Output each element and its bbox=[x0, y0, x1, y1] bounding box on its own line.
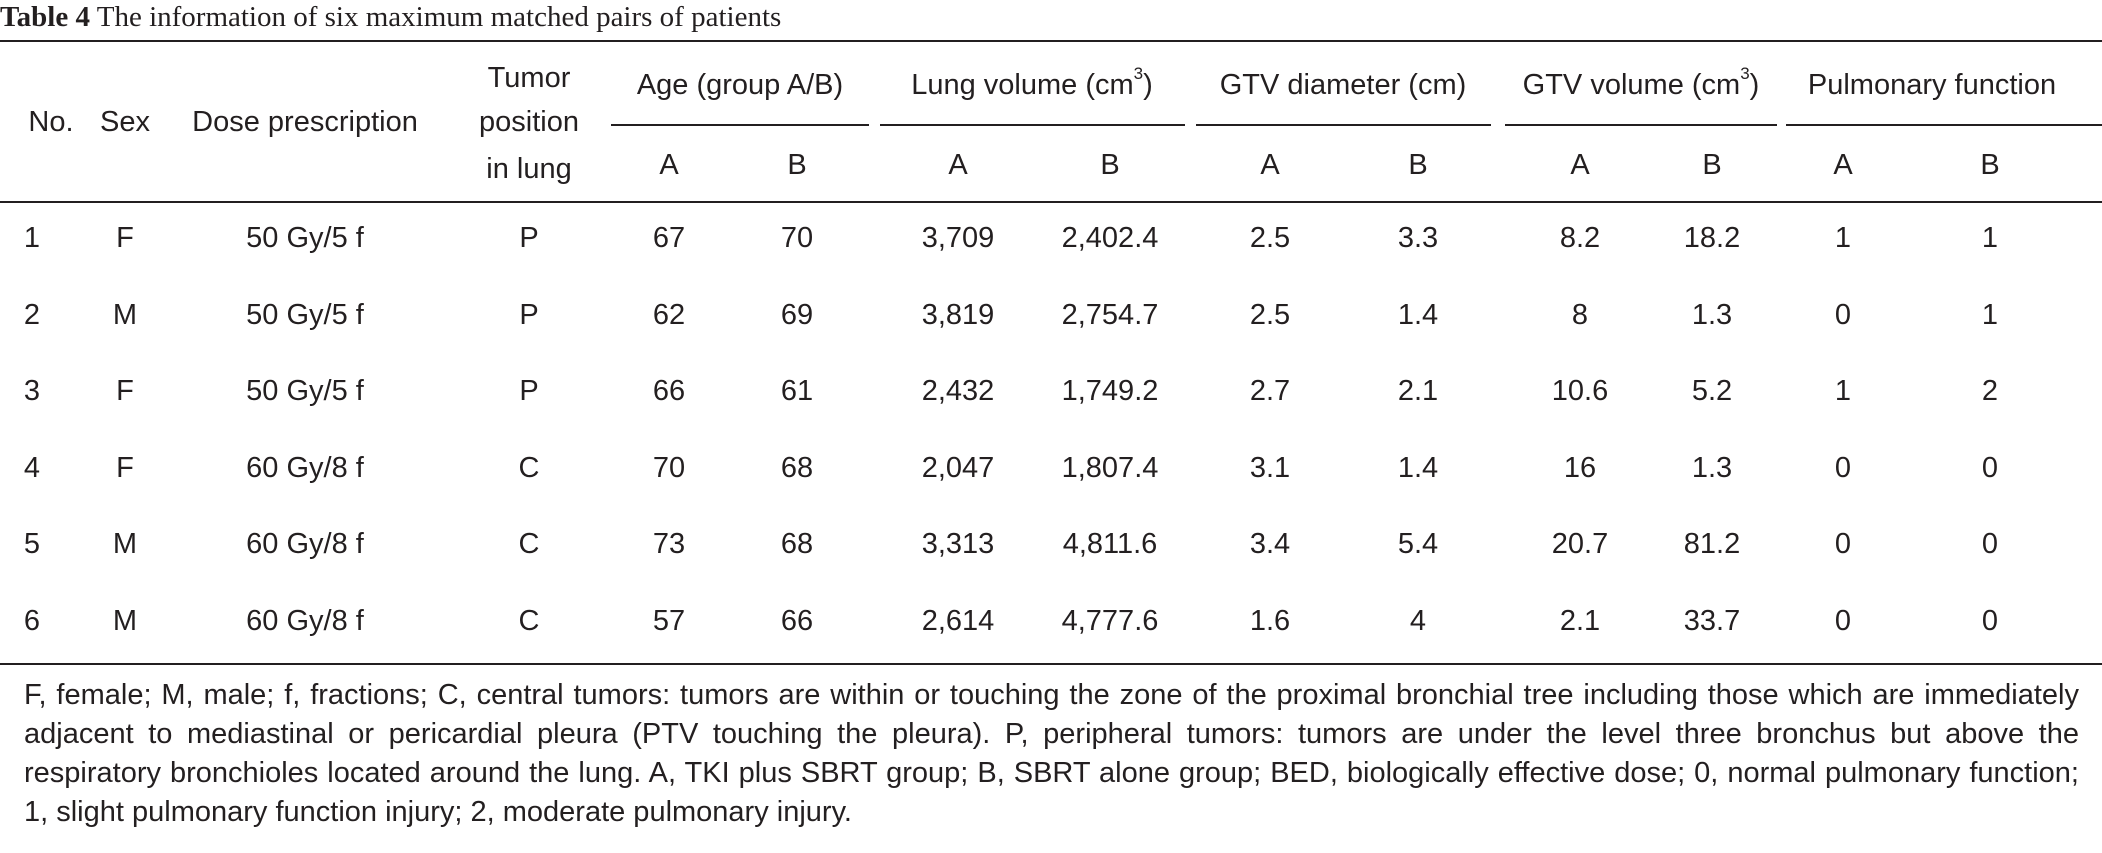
cell-lung-volume-b: 4,811.6 bbox=[1062, 528, 1158, 560]
cell-dose: 50 Gy/5 f bbox=[246, 299, 364, 331]
cell-pulmonary-b: 1 bbox=[1981, 222, 1999, 254]
cell-gtv-diameter-a: 1.6 bbox=[1249, 605, 1291, 637]
cell-age-a: 73 bbox=[652, 528, 686, 560]
col-header-gtv-diameter: GTV diameter (cm) bbox=[1219, 69, 1467, 101]
col-header-age: Age (group A/B) bbox=[636, 69, 844, 101]
table-footnote: F, female; M, male; f, fractions; C, central tumors: tumors are within or touching the zone of the proximal bronchial tree including those which are immediately adjacent to mediastinal or pericardial pleura (PTV touching the pleura). P, peripheral tumors: tumors are under the level three bronchus but above the respiratory bronchioles located around the lung. A, TKI plus SBRT group; B, SBRT alone group; BED, biologically effective dose; 0, normal pulmonary function; 1, slight pulmonary function injury; 2, moderate pulmonary injury. bbox=[24, 679, 2079, 828]
cell-gtv-volume-b: 5.2 bbox=[1691, 375, 1733, 407]
cell-tumor-position: P bbox=[519, 222, 539, 254]
cell-age-b: 70 bbox=[780, 222, 814, 254]
cell-sex: M bbox=[112, 528, 138, 560]
cell-lung-volume-b: 2,402.4 bbox=[1061, 222, 1159, 254]
cell-age-a: 70 bbox=[652, 452, 686, 484]
cell-sex: F bbox=[116, 452, 134, 484]
cell-dose: 60 Gy/8 f bbox=[246, 605, 364, 637]
sub-header-lung-b: B bbox=[1100, 149, 1120, 181]
cell-tumor-position: P bbox=[519, 375, 539, 407]
cell-dose: 60 Gy/8 f bbox=[246, 528, 364, 560]
cell-pulmonary-a: 1 bbox=[1834, 222, 1852, 254]
gtv-volume-label: GTV volume (cm bbox=[1522, 69, 1741, 101]
cell-pulmonary-b: 1 bbox=[1981, 299, 1999, 331]
cell-tumor-position: P bbox=[519, 299, 539, 331]
cell-no: 6 bbox=[23, 605, 41, 637]
gtv-diameter-group-rule bbox=[1196, 124, 1491, 126]
col-header-dose: Dose prescription bbox=[192, 106, 418, 138]
cell-gtv-volume-a: 20.7 bbox=[1551, 528, 1609, 560]
cell-dose: 60 Gy/8 f bbox=[246, 452, 364, 484]
cell-sex: F bbox=[116, 222, 134, 254]
cell-age-b: 61 bbox=[780, 375, 814, 407]
cell-gtv-volume-a: 8.2 bbox=[1559, 222, 1601, 254]
cell-no: 1 bbox=[23, 222, 41, 254]
lung-volume-close: ) bbox=[1143, 69, 1153, 101]
cell-dose: 50 Gy/5 f bbox=[246, 222, 364, 254]
lung-volume-cubed: 3 bbox=[1133, 64, 1144, 84]
col-header-tumor-position-line2: position bbox=[479, 106, 579, 138]
gtv-volume-cubed: 3 bbox=[1740, 64, 1750, 84]
cell-gtv-diameter-a: 2.5 bbox=[1249, 222, 1291, 254]
cell-no: 3 bbox=[23, 375, 41, 407]
cell-lung-volume-b: 2,754.7 bbox=[1061, 299, 1159, 331]
cell-age-a: 57 bbox=[652, 605, 686, 637]
gtv-volume-group-rule bbox=[1505, 124, 1777, 126]
sub-header-pulmonary-a: A bbox=[1833, 149, 1853, 181]
cell-pulmonary-a: 0 bbox=[1834, 452, 1852, 484]
cell-tumor-position: C bbox=[518, 452, 540, 484]
cell-gtv-volume-a: 10.6 bbox=[1551, 375, 1609, 407]
sub-header-pulmonary-b: B bbox=[1980, 149, 2000, 181]
cell-gtv-volume-b: 81.2 bbox=[1683, 528, 1741, 560]
cell-lung-volume-b: 1,749.2 bbox=[1061, 375, 1159, 407]
cell-gtv-diameter-b: 3.3 bbox=[1397, 222, 1439, 254]
cell-gtv-diameter-b: 1.4 bbox=[1397, 299, 1439, 331]
cell-gtv-volume-a: 8 bbox=[1571, 299, 1589, 331]
sub-header-age-a: A bbox=[659, 149, 679, 181]
cell-gtv-volume-b: 1.3 bbox=[1691, 452, 1733, 484]
cell-age-b: 69 bbox=[780, 299, 814, 331]
cell-pulmonary-a: 0 bbox=[1834, 299, 1852, 331]
pulmonary-group-rule bbox=[1786, 124, 2102, 126]
sub-header-gtv-volume-a: A bbox=[1570, 149, 1590, 181]
cell-pulmonary-b: 0 bbox=[1981, 605, 1999, 637]
cell-sex: F bbox=[116, 375, 134, 407]
cell-gtv-diameter-a: 3.1 bbox=[1249, 452, 1291, 484]
cell-tumor-position: C bbox=[518, 605, 540, 637]
cell-gtv-diameter-b: 5.4 bbox=[1397, 528, 1439, 560]
sub-header-age-b: B bbox=[787, 149, 807, 181]
cell-lung-volume-a: 3,819 bbox=[921, 299, 995, 331]
sub-header-lung-a: A bbox=[948, 149, 968, 181]
cell-gtv-diameter-a: 3.4 bbox=[1249, 528, 1291, 560]
cell-pulmonary-a: 0 bbox=[1834, 528, 1852, 560]
sub-header-gtv-volume-b: B bbox=[1702, 149, 1722, 181]
col-header-tumor-position-line1: Tumor bbox=[487, 62, 571, 94]
cell-pulmonary-b: 2 bbox=[1981, 375, 1999, 407]
cell-tumor-position: C bbox=[518, 528, 540, 560]
cell-lung-volume-b: 4,777.6 bbox=[1061, 605, 1159, 637]
cell-sex: M bbox=[112, 299, 138, 331]
cell-age-a: 62 bbox=[652, 299, 686, 331]
table-caption: The information of six maximum matched pairs of patients bbox=[96, 1, 782, 33]
body-bottom-rule bbox=[0, 663, 2102, 665]
cell-lung-volume-a: 3,313 bbox=[921, 528, 995, 560]
sub-header-diameter-b: B bbox=[1408, 149, 1428, 181]
age-group-rule bbox=[611, 124, 869, 126]
sub-header-diameter-a: A bbox=[1260, 149, 1280, 181]
cell-gtv-diameter-b: 2.1 bbox=[1397, 375, 1439, 407]
cell-gtv-volume-b: 18.2 bbox=[1683, 222, 1741, 254]
col-header-tumor-position-line3: in lung bbox=[486, 153, 572, 185]
cell-gtv-diameter-a: 2.5 bbox=[1249, 299, 1291, 331]
cell-age-a: 67 bbox=[652, 222, 686, 254]
cell-no: 5 bbox=[23, 528, 41, 560]
cell-no: 4 bbox=[23, 452, 41, 484]
cell-gtv-volume-b: 1.3 bbox=[1691, 299, 1733, 331]
top-rule bbox=[0, 40, 2102, 42]
cell-gtv-volume-a: 2.1 bbox=[1559, 605, 1601, 637]
cell-pulmonary-b: 0 bbox=[1981, 528, 1999, 560]
table-label: Table 4 bbox=[0, 1, 90, 33]
col-header-pulmonary-function: Pulmonary function bbox=[1807, 69, 2057, 101]
cell-pulmonary-a: 1 bbox=[1834, 375, 1852, 407]
cell-gtv-volume-b: 33.7 bbox=[1683, 605, 1741, 637]
cell-age-b: 68 bbox=[780, 452, 814, 484]
cell-age-b: 66 bbox=[780, 605, 814, 637]
cell-lung-volume-a: 2,432 bbox=[921, 375, 995, 407]
col-header-no: No. bbox=[28, 106, 74, 138]
cell-lung-volume-a: 3,709 bbox=[921, 222, 995, 254]
gtv-volume-close: ) bbox=[1749, 69, 1760, 101]
cell-gtv-volume-a: 16 bbox=[1563, 452, 1597, 484]
col-header-gtv-volume bbox=[1522, 64, 1760, 103]
cell-age-a: 66 bbox=[652, 375, 686, 407]
lung-volume-group-rule bbox=[880, 124, 1185, 126]
cell-gtv-diameter-b: 1.4 bbox=[1397, 452, 1439, 484]
cell-lung-volume-a: 2,614 bbox=[921, 605, 995, 637]
cell-lung-volume-a: 2,047 bbox=[921, 452, 995, 484]
cell-no: 2 bbox=[23, 299, 41, 331]
header-bottom-rule bbox=[0, 201, 2102, 203]
cell-gtv-diameter-a: 2.7 bbox=[1249, 375, 1291, 407]
cell-lung-volume-b: 1,807.4 bbox=[1061, 452, 1159, 484]
table-title bbox=[0, 0, 781, 36]
lung-volume-label: Lung volume (cm bbox=[911, 69, 1134, 101]
cell-pulmonary-b: 0 bbox=[1981, 452, 1999, 484]
cell-pulmonary-a: 0 bbox=[1834, 605, 1852, 637]
cell-sex: M bbox=[112, 605, 138, 637]
col-header-sex: Sex bbox=[100, 106, 150, 138]
cell-age-b: 68 bbox=[780, 528, 814, 560]
cell-dose: 50 Gy/5 f bbox=[246, 375, 364, 407]
col-header-lung-volume bbox=[911, 64, 1153, 103]
cell-gtv-diameter-b: 4 bbox=[1409, 605, 1427, 637]
